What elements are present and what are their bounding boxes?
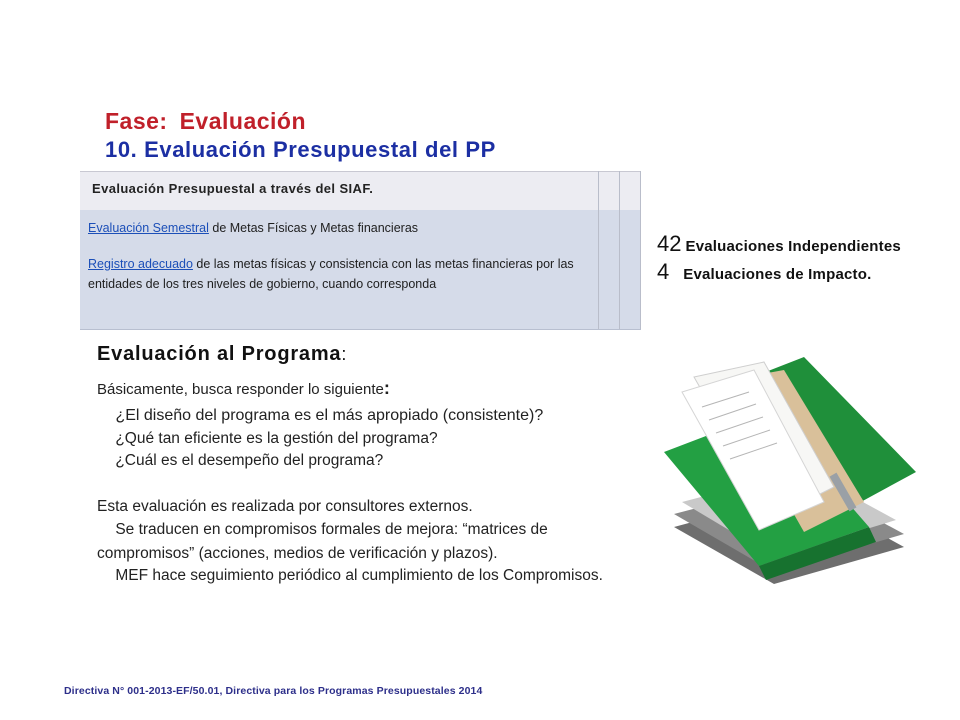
stat-label: Evaluaciones Independientes — [685, 238, 901, 255]
bullet-item — [97, 565, 603, 587]
program-title-text: Evaluación al Programa — [97, 343, 342, 365]
table-cell-line — [88, 254, 588, 294]
bullet-item — [97, 519, 548, 541]
stat-label: Evaluaciones de Impacto. — [683, 266, 872, 283]
bullet-text: Se traducen en compromisos formales de mejora: “matrices de — [115, 521, 548, 538]
question-text: ¿El diseño del programa es el más apropiado (consistente)? — [115, 407, 544, 424]
stat-number: 4 — [657, 259, 670, 284]
phase-value: Evaluación — [179, 108, 307, 134]
program-note: Esta evaluación es realizada por consultores externos. — [97, 498, 473, 515]
evaluation-stats — [657, 231, 901, 287]
question-item — [97, 430, 438, 448]
question-item — [97, 407, 543, 425]
bullet-continuation: compromisos” (acciones, medios de verificación y plazos). — [97, 545, 498, 562]
binder-photo — [654, 352, 929, 586]
program-intro-text: Básicamente, busca responder lo siguiente — [97, 381, 384, 398]
phase-label: Fase: — [105, 108, 168, 134]
question-item — [97, 452, 383, 470]
table-cell-text: de las metas físicas y consistencia con las metas financieras por las entidades de los tres niveles de gobierno, cuando corresponda — [88, 257, 574, 291]
stat-row — [657, 259, 901, 287]
table-column-divider — [619, 171, 620, 329]
evaluation-table — [80, 171, 641, 329]
footer-citation: Directiva N° 001-2013-EF/50.01, Directiva para los Programas Presupuestales 2014 — [64, 685, 483, 697]
binders-illustration — [654, 352, 929, 586]
phase-heading — [105, 108, 306, 135]
registro-adecuado-link[interactable]: Registro adecuado — [88, 257, 193, 271]
program-title — [97, 343, 347, 366]
question-text: ¿Cuál es el desempeño del programa? — [115, 452, 384, 469]
program-intro — [97, 378, 390, 399]
stat-number: 42 — [657, 231, 682, 256]
table-header: Evaluación Presupuestal a través del SIAF. — [92, 181, 374, 196]
table-column-divider — [598, 171, 599, 329]
table-column-divider — [640, 171, 641, 329]
evaluacion-semestral-link[interactable]: Evaluación Semestral — [88, 221, 209, 235]
question-text: ¿Qué tan eficiente es la gestión del programa? — [115, 430, 438, 447]
bullet-text: MEF hace seguimiento periódico al cumplimiento de los Compromisos. — [115, 567, 603, 584]
program-intro-colon: : — [383, 378, 390, 398]
stat-row — [657, 231, 901, 259]
section-title: 10. Evaluación Presupuestal del PP — [105, 137, 496, 162]
table-cell-text: de Metas Físicas y Metas financieras — [212, 221, 419, 235]
program-title-colon: : — [341, 344, 348, 364]
table-cell-line — [88, 218, 588, 238]
